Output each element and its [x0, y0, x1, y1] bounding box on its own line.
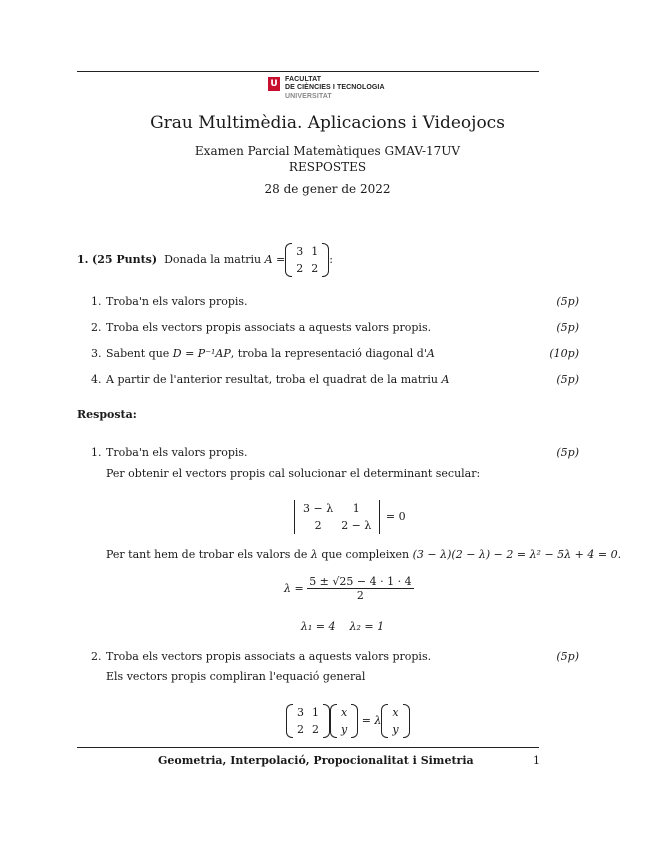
matrix-cell: 3	[296, 245, 304, 258]
doc-title: Grau Multimèdia. Aplicacions i Videojocs	[150, 113, 505, 133]
question-item-1	[91, 295, 248, 308]
header-rule	[77, 71, 539, 72]
answer-2-paragraph: Els vectors propis compliran l'equació general	[106, 670, 366, 683]
vector-cell: y	[392, 723, 399, 736]
text: que compleixen	[317, 548, 413, 561]
det-equals: = 0	[385, 510, 406, 523]
secular-determinant	[292, 500, 406, 534]
doc-date: 28 de gener de 2022	[264, 182, 391, 196]
item-number: 2.	[91, 321, 102, 334]
item-points-1: (5p)	[556, 295, 579, 308]
lambda-fraction	[307, 575, 413, 602]
item-text: Sabent que	[106, 347, 173, 360]
item-text: Troba'n els valors propis.	[106, 446, 248, 459]
footer-title: Geometria, Interpolació, Propocionalitat i Simetria	[158, 754, 474, 767]
colon: :	[329, 253, 333, 266]
answer-1-paragraph: Per obtenir el vectors propis cal solucionar el determinant secular:	[106, 467, 481, 480]
text: Per tant hem de trobar els valors de	[106, 548, 311, 561]
fraction-numerator: 5 ± √25 − 4 · 1 · 4	[309, 575, 412, 588]
matrix-cell: 2	[296, 262, 304, 275]
vector-cell: x	[341, 706, 348, 719]
matrix-a-eq	[286, 704, 330, 738]
question-points: (25 Punts)	[91, 253, 158, 266]
lambda-formula	[284, 575, 414, 602]
vector-cell: x	[392, 706, 399, 719]
matrix-cell: 2	[311, 262, 319, 275]
item-points-4: (5p)	[556, 373, 579, 386]
answer-points-2: (5p)	[556, 650, 579, 663]
item-text: A partir de l'anterior resultat, troba el quadrat de la matriu	[106, 373, 442, 386]
item-points-2: (5p)	[556, 321, 579, 334]
question-intro: Donada la matriu	[164, 253, 262, 266]
question-heading	[77, 242, 333, 278]
university-logo-icon: U	[268, 77, 280, 91]
item-number: 4.	[91, 373, 102, 386]
eq-lambda: = λ	[361, 714, 382, 727]
matrix-a	[285, 243, 329, 277]
item-number: 1.	[91, 446, 102, 459]
matrix-cell: 3	[297, 706, 304, 719]
det-cell: 2	[314, 519, 322, 532]
item-text: , troba la representació diagonal d'	[230, 347, 427, 360]
question-item-2	[91, 321, 431, 334]
matrix-name: A =	[264, 253, 286, 266]
item-number: 3.	[91, 347, 102, 360]
logo-line1: FACULTAT	[285, 76, 322, 83]
page-number: 1	[533, 754, 540, 767]
footer-rule	[77, 747, 539, 748]
answer-points-1: (5p)	[556, 446, 579, 459]
matrix-cell: 1	[311, 245, 319, 258]
det-cell: 3 − λ	[303, 502, 334, 515]
lambda-lhs: λ =	[284, 582, 304, 595]
matrix-cell: 2	[297, 723, 304, 736]
eigenvalues: λ₁ = 4 λ₂ = 1	[300, 620, 385, 633]
answer-heading: Resposta:	[77, 408, 137, 421]
item-math: A	[441, 373, 450, 386]
answer-item-2	[91, 650, 431, 663]
question-number: 1.	[77, 253, 89, 266]
item-points-3: (10p)	[549, 347, 579, 360]
item-math: D = P⁻¹AP	[172, 347, 231, 360]
vector-cell: y	[341, 723, 348, 736]
math: λ	[310, 548, 318, 561]
item-math: A	[426, 347, 435, 360]
vector-xy	[330, 704, 358, 738]
vector-xy-rhs	[381, 704, 409, 738]
logo-line3: UNIVERSITAT	[285, 93, 332, 100]
determinant	[292, 500, 382, 534]
doc-label: RESPOSTES	[288, 160, 367, 174]
logo-line2: DE CIÈNCIES I TECNOLOGIA	[285, 84, 385, 91]
item-number: 2.	[91, 650, 102, 663]
item-text: Troba'n els valors propis.	[106, 295, 248, 308]
question-item-3	[91, 347, 435, 360]
item-number: 1.	[91, 295, 102, 308]
question-item-4	[91, 373, 449, 386]
matrix-cell: 2	[312, 723, 319, 736]
doc-subtitle: Examen Parcial Matemàtiques GMAV-17UV	[194, 144, 461, 158]
det-cell: 2 − λ	[341, 519, 372, 532]
item-text: Troba els vectors propis associats a aquests valors propis.	[106, 321, 432, 334]
det-cell: 1	[352, 502, 360, 515]
eigen-equation	[286, 704, 410, 738]
answer-item-1	[91, 446, 248, 459]
item-text: Troba els vectors propis associats a aquests valors propis.	[106, 650, 432, 663]
matrix-cell: 1	[312, 706, 319, 719]
math: (3 − λ)(2 − λ) − 2 = λ² − 5λ + 4 = 0.	[412, 548, 622, 561]
fraction-denominator: 2	[356, 589, 364, 602]
answer-1-paragraph-2	[106, 548, 621, 561]
